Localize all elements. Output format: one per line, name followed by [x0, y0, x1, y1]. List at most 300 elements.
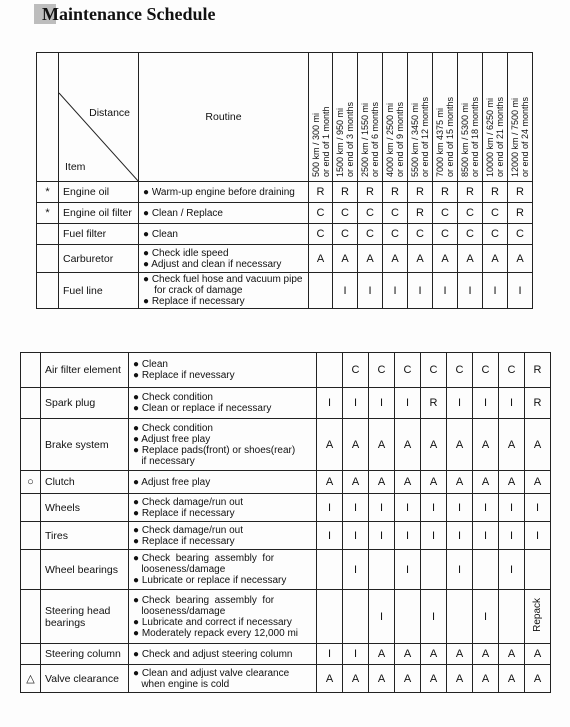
mark-value: A: [325, 672, 334, 685]
interval-mark: [483, 203, 508, 224]
interval-mark: [395, 419, 421, 471]
mark-value: I: [405, 529, 410, 542]
routine-cell: [129, 590, 317, 644]
mark-value: I: [483, 397, 488, 409]
mark-value: C: [391, 228, 399, 240]
routine-line: when engine is cold: [133, 678, 230, 690]
mark-value: A: [429, 476, 438, 488]
interval-mark: [421, 388, 447, 419]
interval-mark: [369, 522, 395, 550]
interval-mark: [343, 388, 369, 419]
mark-value: C: [377, 364, 386, 376]
mark-value: A: [507, 648, 516, 660]
interval-mark: [473, 353, 499, 388]
routine-line: ● Moderately repack every 12,000 mi: [133, 627, 299, 639]
mark-value: I: [431, 501, 436, 514]
mark-value: A: [325, 476, 334, 488]
interval-mark: [458, 245, 483, 273]
mark-value: I: [353, 397, 358, 409]
mark-value: A: [466, 252, 474, 265]
interval-mark: [525, 644, 551, 665]
mark-value: I: [457, 529, 462, 542]
interval-mark: [383, 245, 408, 273]
interval-mark: [421, 590, 447, 644]
routine-line: ● Clean and adjust valve clearance: [133, 667, 290, 679]
mark-value: A: [341, 252, 349, 265]
interval-mark: [473, 471, 499, 494]
interval-mark: [499, 665, 525, 693]
row-symbol: [21, 522, 41, 550]
interval-line: or end of 21 months: [495, 96, 505, 177]
interval-mark: [317, 419, 343, 471]
interval-line: or end of 6 months: [370, 101, 380, 177]
mark-value: I: [443, 284, 447, 297]
routine-cell: [129, 550, 317, 590]
interval-mark: [525, 590, 551, 644]
mark-value: C: [466, 228, 474, 240]
routine-cell: [129, 522, 317, 550]
routine-cell: [139, 203, 309, 224]
mark-value: A: [481, 672, 490, 685]
mark-value: R: [416, 186, 424, 198]
interval-mark: [333, 273, 358, 309]
interval-mark: [395, 388, 421, 419]
interval-line: or end of 9 months: [395, 101, 405, 177]
interval-mark: [395, 522, 421, 550]
title-block: [34, 4, 216, 24]
interval-mark: [508, 203, 533, 224]
mark-value: A: [481, 438, 490, 451]
interval-mark: [369, 494, 395, 522]
table-row: [21, 644, 551, 665]
mark-value: A: [507, 438, 516, 451]
interval-mark: [309, 224, 333, 245]
interval-mark: [343, 665, 369, 693]
interval-mark: [309, 245, 333, 273]
mark-value: R: [533, 364, 542, 376]
mark-value: Repack: [532, 598, 543, 632]
item-name: Fuel line: [59, 273, 139, 309]
interval-mark: [473, 522, 499, 550]
mark-value: A: [441, 252, 449, 265]
interval-mark: [433, 273, 458, 309]
routine-line: for crack of damage: [143, 285, 243, 296]
mark-value: A: [455, 476, 464, 488]
mark-value: R: [391, 186, 399, 198]
row-symbol: [21, 494, 41, 522]
mark-value: I: [393, 284, 397, 297]
routine-line: ● Clean / Replace: [143, 207, 223, 219]
routine-line: ● Check condition: [133, 422, 213, 434]
interval-mark: [473, 550, 499, 590]
interval-header: [358, 53, 383, 182]
row-symbol: [21, 590, 41, 644]
mark-value: I: [418, 284, 422, 297]
mark-value: I: [535, 501, 540, 514]
interval-mark: [408, 224, 433, 245]
mark-value: I: [368, 284, 372, 297]
interval-line: 7000 km 4375 mi: [435, 107, 445, 177]
interval-mark: [433, 224, 458, 245]
mark-value: C: [366, 228, 374, 240]
item-name: Steering column: [41, 644, 129, 665]
interval-mark: [395, 494, 421, 522]
item-name: Engine oil filter: [59, 203, 139, 224]
interval-mark: [458, 203, 483, 224]
mark-value: A: [507, 672, 516, 685]
interval-mark: [499, 471, 525, 494]
interval-mark: [499, 388, 525, 419]
routine-line: looseness/damage: [133, 605, 226, 617]
routine-cell: [139, 273, 309, 309]
mark-value: R: [516, 207, 524, 219]
mark-value: A: [533, 672, 542, 685]
routine-line: ● Clean: [133, 359, 168, 370]
item-name: Tires: [41, 522, 129, 550]
interval-mark: [358, 245, 383, 273]
header-item-distance-cell: [59, 53, 139, 182]
interval-line: or end of 18 months: [470, 96, 480, 177]
distance-label: Distance: [89, 107, 130, 119]
interval-line: or end of 1 month: [321, 106, 331, 177]
mark-value: I: [457, 397, 462, 409]
interval-mark: [499, 353, 525, 388]
mark-value: R: [366, 186, 374, 198]
routine-line: ● Replace if necessary: [143, 296, 245, 307]
routine-line: ● Clean: [143, 228, 178, 240]
mark-value: A: [351, 672, 360, 685]
interval-mark: [408, 245, 433, 273]
interval-mark: [309, 273, 333, 309]
interval-mark: [369, 644, 395, 665]
interval-line: 500 km / 300 mi: [311, 112, 321, 177]
interval-mark: [333, 245, 358, 273]
mark-value: R: [416, 207, 424, 219]
mark-value: I: [405, 397, 410, 409]
routine-cell: [129, 494, 317, 522]
mark-value: I: [483, 501, 488, 514]
interval-mark: [343, 644, 369, 665]
routine-line: ● Check and adjust steering column: [133, 648, 293, 660]
row-symbol: [37, 273, 59, 309]
interval-mark: [525, 550, 551, 590]
interval-mark: [499, 590, 525, 644]
mark-value: I: [518, 284, 522, 297]
mark-value: A: [377, 648, 386, 660]
item-name: Clutch: [41, 471, 129, 494]
interval-line: 5500 km / 3450 mi: [410, 102, 420, 177]
header-symbol-cell: [37, 53, 59, 182]
item-name: Steering head bearings: [41, 590, 129, 644]
mark-value: R: [316, 186, 325, 198]
mark-value: C: [351, 364, 360, 376]
interval-line: 4000 km / 2500 mi: [385, 102, 395, 177]
routine-cell: [139, 224, 309, 245]
interval-mark: [458, 182, 483, 203]
interval-mark: [317, 388, 343, 419]
routine-line: ● Check idle speed: [143, 247, 229, 259]
interval-line: or end of 12 months: [420, 96, 430, 177]
mark-value: C: [316, 207, 325, 219]
interval-mark: [447, 550, 473, 590]
mark-value: A: [491, 252, 499, 265]
mark-value: R: [441, 186, 449, 198]
mark-value: C: [341, 228, 349, 240]
schedule-table-top: [36, 52, 533, 309]
interval-mark: [447, 388, 473, 419]
interval-mark: [499, 494, 525, 522]
interval-mark: [343, 494, 369, 522]
interval-label: [485, 97, 505, 177]
interval-mark: [525, 419, 551, 471]
mark-value: I: [483, 529, 488, 542]
interval-mark: [343, 522, 369, 550]
mark-value: I: [327, 529, 332, 542]
mark-value: C: [466, 207, 474, 219]
mark-value: C: [316, 228, 325, 240]
item-name: Spark plug: [41, 388, 129, 419]
mark-value: A: [377, 672, 386, 685]
interval-mark: [421, 419, 447, 471]
row-symbol: [37, 224, 59, 245]
routine-line: ● Lubricate and correct if necessary: [133, 616, 292, 628]
routine-line: ● Replace pads(front) or shoes(rear): [133, 444, 296, 456]
mark-value: A: [391, 252, 399, 265]
interval-mark: [447, 644, 473, 665]
table-row: [21, 522, 551, 550]
interval-mark: [525, 471, 551, 494]
mark-value: A: [429, 672, 438, 685]
interval-mark: [358, 224, 383, 245]
mark-value: A: [533, 438, 542, 451]
routine-line: ● Check bearing assembly for: [133, 594, 275, 606]
row-symbol: *: [37, 203, 59, 224]
interval-line: 2500 km / 1550 mi: [360, 102, 370, 177]
interval-label: [435, 97, 455, 177]
interval-mark: [317, 471, 343, 494]
mark-value: A: [366, 252, 374, 265]
mark-value: C: [455, 364, 464, 376]
interval-mark: [483, 245, 508, 273]
interval-mark: [499, 419, 525, 471]
interval-mark: [408, 203, 433, 224]
mark-value: C: [441, 207, 449, 219]
mark-value: C: [507, 364, 516, 376]
routine-line: ● Check bearing assembly for: [133, 553, 275, 564]
mark-value: A: [455, 648, 464, 660]
mark-value: A: [351, 476, 360, 488]
mark-value: A: [316, 252, 325, 265]
routine-line: ● Check condition: [133, 392, 213, 403]
interval-mark: [395, 471, 421, 494]
interval-mark: [473, 419, 499, 471]
interval-header: [309, 53, 333, 182]
interval-mark: [317, 644, 343, 665]
mark-value: C: [341, 207, 349, 219]
interval-mark: [447, 522, 473, 550]
interval-mark: [369, 550, 395, 590]
mark-value: A: [377, 438, 386, 451]
interval-label: [410, 97, 430, 177]
schedule-table-bottom: [20, 352, 551, 693]
interval-line: or end of 15 months: [445, 96, 455, 177]
routine-line: ● Warm-up engine before draining: [143, 186, 295, 198]
mark-value: I: [379, 610, 384, 623]
mark-value: A: [403, 648, 412, 660]
mark-value: A: [403, 438, 412, 451]
interval-line: 10000 km / 6250 mi: [485, 97, 495, 177]
mark-value: I: [405, 563, 410, 576]
mark-value: I: [483, 610, 488, 623]
interval-mark: [499, 550, 525, 590]
interval-mark: [421, 471, 447, 494]
interval-mark: [525, 665, 551, 693]
item-name: Engine oil: [59, 182, 139, 203]
mark-value: I: [509, 397, 514, 409]
item-name: Wheels: [41, 494, 129, 522]
interval-mark: [369, 353, 395, 388]
interval-mark: [309, 182, 333, 203]
interval-label: [510, 97, 530, 177]
mark-value: C: [403, 364, 412, 376]
interval-mark: [447, 590, 473, 644]
interval-mark: [383, 273, 408, 309]
interval-mark: [395, 665, 421, 693]
routine-cell: [129, 419, 317, 471]
interval-mark: [309, 203, 333, 224]
interval-header: [383, 53, 408, 182]
mark-value: A: [481, 476, 490, 488]
interval-mark: [525, 388, 551, 419]
interval-mark: [343, 353, 369, 388]
interval-mark: [358, 203, 383, 224]
mark-value: R: [533, 397, 542, 409]
interval-header: [408, 53, 433, 182]
mark-value: C: [516, 228, 524, 240]
table-row: [37, 203, 533, 224]
mark-value: I: [343, 284, 347, 297]
interval-mark: [447, 353, 473, 388]
interval-mark: [369, 388, 395, 419]
row-symbol: [21, 644, 41, 665]
mark-value: A: [533, 648, 542, 660]
interval-line: 12000 km / 7500 mi: [510, 97, 520, 177]
row-symbol: [21, 353, 41, 388]
mark-value: R: [341, 186, 349, 198]
table-row: [37, 224, 533, 245]
routine-cell: [129, 644, 317, 665]
table-row: [37, 182, 533, 203]
interval-line: 1500 km / 950 mi: [335, 107, 345, 177]
mark-value: I: [509, 529, 514, 542]
routine-line: ● Adjust free play: [133, 476, 211, 488]
item-name: Wheel bearings: [41, 550, 129, 590]
interval-mark: [421, 522, 447, 550]
interval-mark: [408, 182, 433, 203]
interval-mark: [447, 471, 473, 494]
mark-value: C: [416, 228, 424, 240]
row-symbol: [37, 245, 59, 273]
interval-mark: [395, 644, 421, 665]
mark-value: I: [327, 648, 332, 660]
item-label: Item: [65, 161, 86, 173]
mark-value: A: [403, 672, 412, 685]
table-row: [21, 590, 551, 644]
interval-mark: [458, 273, 483, 309]
mark-value: A: [516, 252, 524, 265]
mark-value: I: [327, 501, 332, 514]
interval-mark: [317, 353, 343, 388]
row-symbol: [21, 388, 41, 419]
interval-mark: [317, 494, 343, 522]
interval-header: [483, 53, 508, 182]
interval-mark: [421, 644, 447, 665]
interval-mark: [383, 224, 408, 245]
table-row: [21, 471, 551, 494]
mark-value: C: [391, 207, 399, 219]
mark-value: A: [351, 438, 360, 451]
mark-value: R: [466, 186, 474, 198]
interval-mark: [525, 522, 551, 550]
row-symbol: ○: [21, 471, 41, 494]
interval-mark: [343, 590, 369, 644]
interval-mark: [395, 590, 421, 644]
table-row: [21, 388, 551, 419]
routine-cell: [129, 353, 317, 388]
interval-mark: [408, 273, 433, 309]
mark-value: I: [379, 529, 384, 542]
interval-mark: [343, 471, 369, 494]
interval-mark: [473, 665, 499, 693]
interval-label: [335, 102, 355, 177]
mark-value: R: [429, 397, 438, 409]
row-symbol: △: [21, 665, 41, 693]
row-symbol: [21, 419, 41, 471]
mark-value: A: [507, 476, 516, 488]
item-name: Fuel filter: [59, 224, 139, 245]
mark-value: I: [493, 284, 497, 297]
mark-value: R: [491, 186, 499, 198]
interval-header: [508, 53, 533, 182]
mark-value: I: [431, 529, 436, 542]
item-name: Brake system: [41, 419, 129, 471]
interval-mark: [499, 522, 525, 550]
item-name: Air filter element: [41, 353, 129, 388]
interval-mark: [483, 273, 508, 309]
routine-line: ● Check damage/run out: [133, 524, 243, 536]
mark-value: A: [533, 476, 542, 488]
page-title: Maintenance Schedule: [42, 4, 216, 24]
interval-mark: [499, 644, 525, 665]
routine-cell: [129, 471, 317, 494]
mark-value: I: [327, 397, 332, 409]
mark-value: I: [509, 501, 514, 514]
mark-value: I: [535, 529, 540, 542]
mark-value: I: [379, 501, 384, 514]
routine-header: Routine: [139, 53, 309, 182]
routine-line: ● Clean or replace if necessary: [133, 403, 272, 414]
interval-mark: [433, 203, 458, 224]
table-row: [21, 353, 551, 388]
interval-mark: [508, 182, 533, 203]
mark-value: A: [429, 648, 438, 660]
interval-mark: [383, 182, 408, 203]
routine-cell: [139, 245, 309, 273]
interval-mark: [473, 590, 499, 644]
interval-label: [460, 97, 480, 177]
row-symbol: [21, 550, 41, 590]
mark-value: I: [457, 563, 462, 576]
